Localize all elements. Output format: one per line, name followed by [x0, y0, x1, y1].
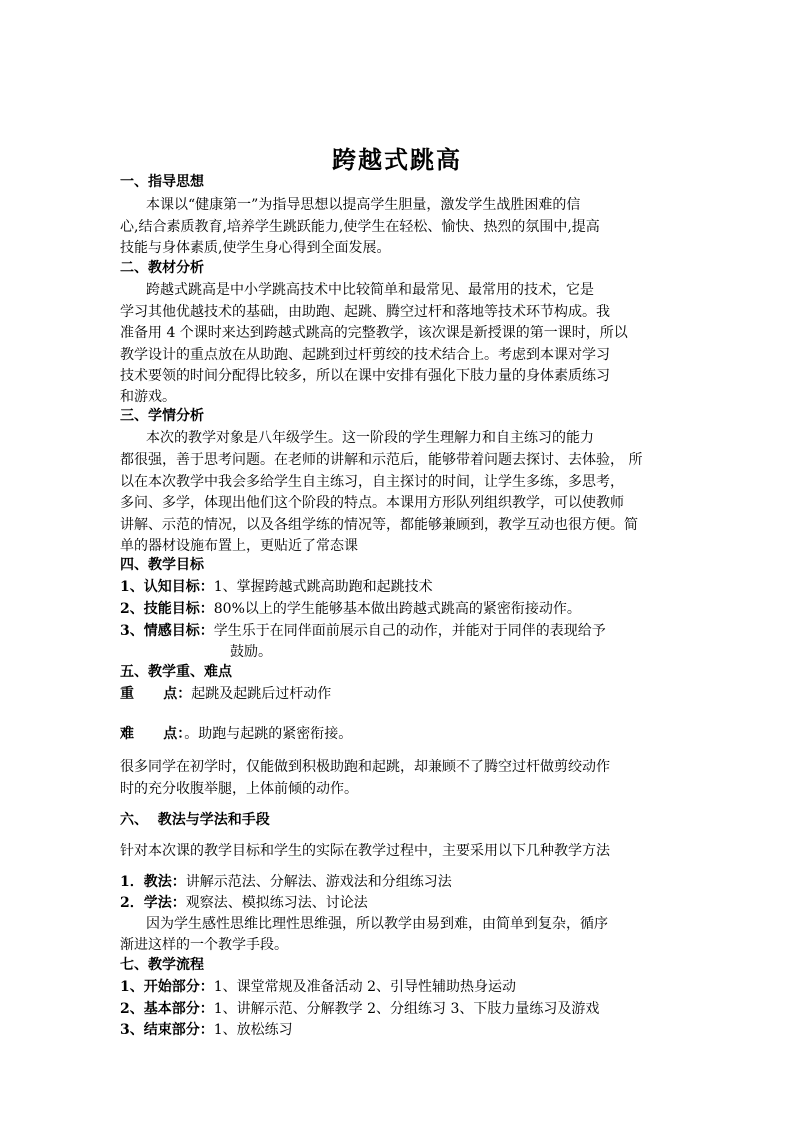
goal-text: 1、掌握跨越式跳高助跑和起跳技术	[213, 579, 433, 595]
method-text: 观察法、模拟练习法、讨论法	[185, 895, 368, 911]
goal-text: 学生乐于在同伴面前展示自己的动作，并能对于同伴的表现给予	[213, 623, 606, 639]
paragraph-line: 跨越式跳高是中小学跳高技术中比较简单和最常见、最常用的技术，它是	[146, 282, 594, 298]
paragraph-line: 针对本次课的教学目标和学生的实际在教学过程中，主要采用以下几种教学方法	[120, 843, 610, 859]
goal-continuation: 鼓励。	[230, 644, 272, 660]
goal-item	[120, 621, 700, 641]
section-heading-guiding-ideology: 一、指导思想	[120, 174, 204, 190]
key-point-text: 起跳及起跳后过杆动作	[191, 686, 332, 702]
process-label: 1、开始部分：	[120, 979, 214, 995]
difficult-point-text: 。助跑与起跳的紧密衔接。	[184, 726, 353, 742]
goal-label: 3、情感目标：	[120, 623, 214, 639]
paragraph-line: 教学设计的重点放在从助跑、起跳到过杆剪绞的技术结合上。考虑到本课对学习	[120, 347, 610, 363]
paragraph-line: 以在本次教学中我会多给学生自主练习，自主探讨的时间，让学生多练，多思考，	[120, 474, 624, 490]
process-item	[120, 999, 700, 1019]
paragraph-line: 准备用 4 个课时来达到跨越式跳高的完整教学，该次课是新授课的第一课时，所以	[120, 325, 628, 341]
section-heading-key-difficult-points: 五、教学重、难点	[120, 664, 232, 680]
goal-text: 80%以上的学生能够基本做出跨越式跳高的紧密衔接动作。	[213, 601, 581, 617]
paragraph-line: 技术要领的时间分配得比较多，所以在课中安排有强化下肢力量的身体素质练习	[120, 368, 610, 384]
process-text: 1、课堂常规及准备活动 2、引导性辅助热身运动	[213, 979, 517, 995]
paragraph-line: 渐进这样的一个教学手段。	[120, 937, 288, 953]
process-label: 3、结束部分：	[120, 1022, 214, 1038]
goal-item	[120, 599, 700, 619]
process-label: 2、基本部分：	[120, 1001, 214, 1017]
goal-item	[120, 577, 700, 597]
method-label: 2．学法：	[120, 895, 186, 911]
paragraph-line: 多问、多学，体现出他们这个阶段的特点。本课用方形队列组织教学，可以使教师	[120, 495, 624, 511]
paragraph-line: 本课以“健康第一”为指导思想以提高学生胆量，激发学生战胜困难的信	[146, 197, 581, 213]
document-title: 跨越式跳高	[332, 145, 462, 174]
process-item	[120, 977, 700, 997]
method-item	[120, 893, 700, 913]
process-item	[120, 1020, 700, 1040]
paragraph-line: 讲解、示范的情况，以及各组学练的情况等，都能够兼顾到，教学互动也很方便。简	[120, 517, 638, 533]
paragraph-line: 本次的教学对象是八年级学生。这一阶段的学生理解力和自主练习的能力	[146, 430, 594, 446]
paragraph-line: 心,结合素质教育,培养学生跳跃能力,使学生在轻松、愉快、热烈的氛围中,提高	[120, 219, 600, 235]
goal-label: 2、技能目标：	[120, 601, 214, 617]
paragraph-line: 学习其他优越技术的基础，由助跑、起跳、腾空过杆和落地等技术环节构成。我	[120, 304, 610, 320]
method-label: 1．教法：	[120, 874, 186, 890]
paragraph-line: 很多同学在初学时，仅能做到积极助跑和起跳，却兼顾不了腾空过杆做剪绞动作	[120, 759, 610, 775]
process-text: 1、放松练习	[213, 1022, 293, 1038]
section-heading-teaching-goals: 四、教学目标	[120, 557, 204, 573]
section-heading-teaching-process: 七、教学流程	[120, 957, 204, 973]
paragraph-line: 时的充分收腹举腿，上体前倾的动作。	[120, 781, 358, 797]
section-heading-methods: 六、 教法与学法和手段	[120, 812, 270, 828]
paragraph-line: 都很强，善于思考问题。在老师的讲解和示范后，能够带着问题去探讨、去体验， 所	[120, 452, 643, 468]
goal-label: 1、认知目标：	[120, 579, 214, 595]
paragraph-line: 因为学生感性思维比理性思维强，所以教学由易到难，由简单到复杂，循序	[146, 916, 608, 932]
section-heading-material-analysis: 二、教材分析	[120, 260, 204, 276]
paragraph-line: 技能与身体素质,使学生身心得到全面发展。	[120, 240, 391, 256]
difficult-point	[120, 724, 700, 744]
key-point-label: 重 点：	[120, 686, 192, 702]
difficult-point-label: 难 点：	[120, 726, 185, 742]
method-item	[120, 872, 700, 892]
method-text: 讲解示范法、分解法、游戏法和分组练习法	[185, 874, 452, 890]
key-point	[120, 684, 700, 704]
section-heading-student-analysis: 三、学情分析	[120, 408, 204, 424]
process-text: 1、讲解示范、分解教学 2、分组练习 3、下肢力量练习及游戏	[213, 1001, 600, 1017]
paragraph-line: 和游戏。	[120, 389, 176, 405]
paragraph-line: 单的器材设施布置上，更贴近了常态课	[120, 538, 358, 554]
